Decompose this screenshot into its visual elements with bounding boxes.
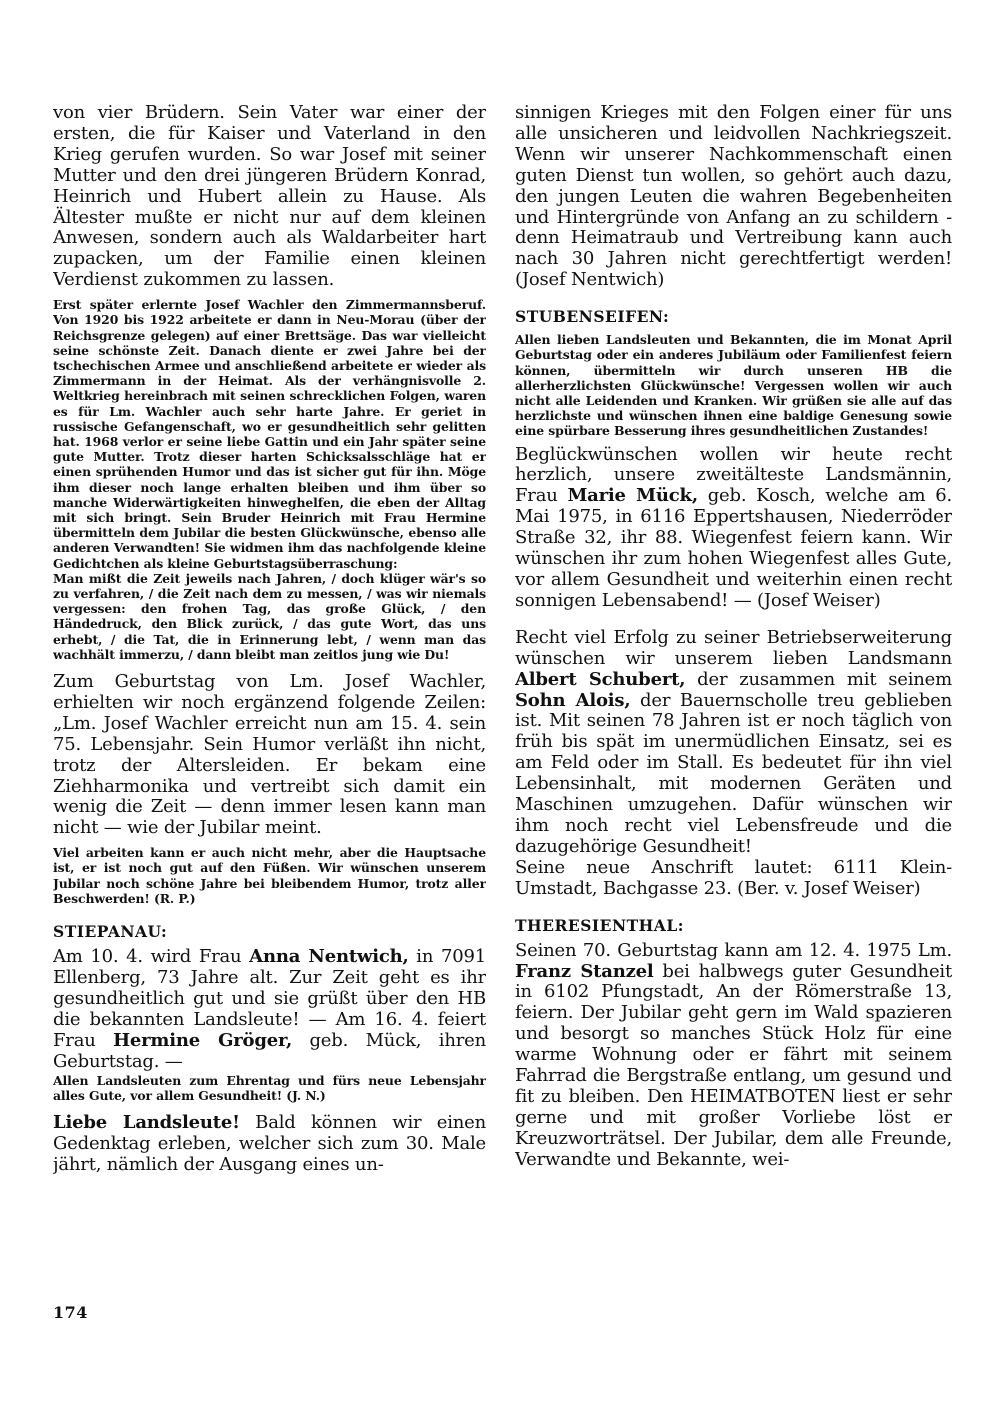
section-heading-stubenseifen: STUBENSEIFEN: <box>515 307 670 327</box>
text-run: Am 10. 4. wird Frau <box>53 946 250 968</box>
name-marie-mueck: Marie Mück, <box>567 485 698 507</box>
text-run: Recht viel Erfolg zu seiner Betriebserweiterung wünschen wir unserem lieben Landsmann <box>515 626 952 669</box>
wachler-biography-paragraph: Erst später erlernte Josef Wachler den Zimmermannsberuf. Von 1920 bis 1922 arbeitete er dann in Neu-Morau (über der Reichsgrenze gelegen) auf einer Brettsäge. Das war vielleicht seine schönste Zeit. Danach diente er zwei Jahre bei der tschechischen Armee und anschließend arbeitete er wieder als Zimmermann in der Heimat. Als der verhängnisvolle 2. Weltkrieg hereinbrach mit seinen schrecklichen Folgen, waren es für Lm. Wachler auch sehr harte Jahre. Er geriet in russische Gefangenschaft, wo er gesundheitlich sehr gelitten hat. 1968 verlor er seine liebe Gattin und ein Jahr später seine gute Mutter. Trotz dieser harten Schicksalsschläge hat er einen sprühenden Humor und das ist sicher gut für ihn. Möge ihm dieser noch lange erhalten bleiben und ihm über so manche Widerwärtigkeiten hinweghelfen, die eben der Alltag mit sich bringt. Sein Bruder Heinrich mit Frau Hermine übermitteln dem Jubilar die besten Glückwünsche, ebenso alle anderen Verwandten! Sie widmen ihm das nachfolgende kleine Gedichtchen als kleine Geburtstagsüberraschung: <box>53 297 486 571</box>
text-run: Beglückwünschen wollen wir heute recht herzlich, unsere zweitälteste Landsmännin, Frau <box>515 443 952 507</box>
salutation: Liebe Landsleute! <box>53 1111 240 1133</box>
text-run: geb. Kosch, welche am 6. Mai 1975, in 6116 Eppertshausen, Niederröder Straße 32, ihr 88. Wiegenfest feiern kann. Wir wünschen ihr zum hohen Wiegenfest alles Gute, vor allem Gesundheit und weiterhin einen recht sonnigen Lebensabend! — (Josef Weiser) <box>515 485 952 611</box>
text-run: der zusammen mit seinem <box>685 668 952 690</box>
section-heading-theresienthal: THERESIENTHAL: <box>515 915 684 935</box>
text-run: der Bauernscholle treu geblieben ist. Mit seinen 78 Jahren ist er noch täglich von früh bis spät im unermüdlichen Einsatz, sei es am Feld oder im Stall. Es bedeutet für ihn viel Lebensinhalt, mit modernen Geräten und Maschinen umzugehen. Dafür wünschen wir ihm noch recht viel Lebensfreude und die dazugehörige Gesundheit! <box>515 689 952 857</box>
wachler-wishes-paragraph: Viel arbeiten kann er auch nicht mehr, aber die Hauptsache ist, er ist noch gut auf den Füßen. Wir wünschen unserem Jubilar noch schöne Jahre bei bleibendem Humor, trotz aller Beschwerden! (R. P.) <box>53 845 486 906</box>
albert-schubert-paragraph <box>515 628 952 858</box>
name-franz-stanzel: Franz Stanzel <box>515 960 654 982</box>
liebe-landsleute-paragraph <box>53 1113 486 1176</box>
name-sohn-alois: Sohn Alois, <box>515 689 631 711</box>
text-run: in 7091 Ellenberg, 73 Jahre alt. Zur Zeit geht es ihr gesundheitlich gut und sie grüßt über den HB die bekannten Landsleute! — Am 16. 4. feiert Frau <box>53 946 486 1051</box>
name-anna-nentwich: Anna Nentwich, <box>249 946 409 968</box>
text-run: Bald können wir einen Gedenktag erleben, welcher sich zum 30. Male jährt, nämlich der Ausgang eines un- <box>53 1111 486 1175</box>
text-run: bei halbwegs guter Gesundheit in 6102 Pfungstadt, An der Römerstraße 13, feiern. Der Jubilar geht gern im Wald spazieren und besorgt so manches Stück Holz für eine warme Wohnung oder er fährt mit seinem Fahrrad die Bergstraße entlang, um gesund und fit zu bleiben. Den HEIMATBOTEN liest er sehr gerne und mit großer Vorliebe löst er Kreuzworträtsel. Der Jubilar, dem alle Freunde, Verwandte und Bekannte, wei- <box>515 960 952 1170</box>
new-address-paragraph: Seine neue Anschrift lautet: 6111 Klein-Umstadt, Bachgasse 23. (Ber. v. Josef Weiser) <box>515 856 952 899</box>
birthday-poem: Man mißt die Zeit jeweils nach Jahren, / doch klüger wär's so zu verfahren, / die Zeit nach dem zu messen, / was wir niemals vergessen: den frohen Tag, das große Glück, / den Händedruck, den Blick zurück, / das gute Wort, das uns erhebt, / die Tat, die in Erinnerung lebt, / wenn man das wachhält immerzu, / dann bleibt man zeitlos jung wie Du! <box>53 570 486 662</box>
left-column <box>53 103 486 1176</box>
war-remembrance-paragraph: sinnigen Krieges mit den Folgen einer für uns alle unsicheren und leidvollen Nachkriegszeit. Wenn wir unserer Nachkommenschaft einen guten Dienst tun wollen, so gehört auch dazu, den jungen Leuten die wahren Begebenheiten und Hintergründe von Anfang an zu schildern - denn Heimatraub und Vertreibung kann auch nach 30 Jahren nicht gerechtfertigt werden! (Josef Nentwich) <box>515 103 952 291</box>
section-heading-stiepanau: STIEPANAU: <box>53 922 168 942</box>
text-run: Seinen 70. Geburtstag kann am 12. 4. 1975 Lm. <box>515 939 952 961</box>
stiepanau-wishes-paragraph: Allen Landsleuten zum Ehrentag und fürs neue Lebensjahr alles Gute, vor allem Gesundheit! (J. N.) <box>53 1072 486 1103</box>
name-albert-schubert: Albert Schubert, <box>515 668 686 690</box>
wachler-addendum-paragraph: Zum Geburtstag von Lm. Josef Wachler, erhielten wir noch ergänzend folgende Zeilen: „Lm. Josef Wachler erreicht nun am 15. 4. sein 75. Lebensjahr. Sein Humor verläßt ihn nicht, trotz der Altersleiden. Er bekam eine Ziehharmonika und vertreibt sich damit ein wenig die Zeit — denn immer lesen kann man nicht — wie der Jubilar meint. <box>53 671 486 839</box>
page-number: 174 <box>53 1303 88 1322</box>
name-hermine-groeger: Hermine Gröger, <box>113 1029 293 1051</box>
text-run: geb. Mück, ihren Geburtstag. — <box>53 1029 486 1072</box>
marie-mueck-paragraph <box>515 445 952 612</box>
stubenseifen-greetings-paragraph: Allen lieben Landsleuten und Bekannten, die im Monat April Geburtstag oder ein anderes Jubiläum oder Familienfest feiern können, übermitteln wir durch unseren HB die allerherzlichsten Glückwünsche! Vergessen wollen wir auch nicht alle Leidenden und Kranken. Wir grüßen sie alle auf das herzlichste und wünschen ihnen eine baldige Genesung sowie eine spürbare Besserung ihres gesundheitlichen Zustandes! <box>515 332 952 439</box>
franz-stanzel-paragraph <box>515 941 952 1171</box>
wachler-intro-paragraph: von vier Brüdern. Sein Vater war einer der ersten, die für Kaiser und Vaterland in den Krieg gerufen wurden. So war Josef mit seiner Mutter und den drei jüngeren Brüdern Konrad, Heinrich und Hubert allein zu Hause. Als Ältester mußte er nicht nur auf dem kleinen Anwesen, sondern auch als Waldarbeiter hart zupacken, um der Familie einen kleinen Verdienst zukommen zu lassen. <box>53 103 486 291</box>
stiepanau-birthdays-paragraph <box>53 947 486 1072</box>
right-column <box>515 103 952 1171</box>
